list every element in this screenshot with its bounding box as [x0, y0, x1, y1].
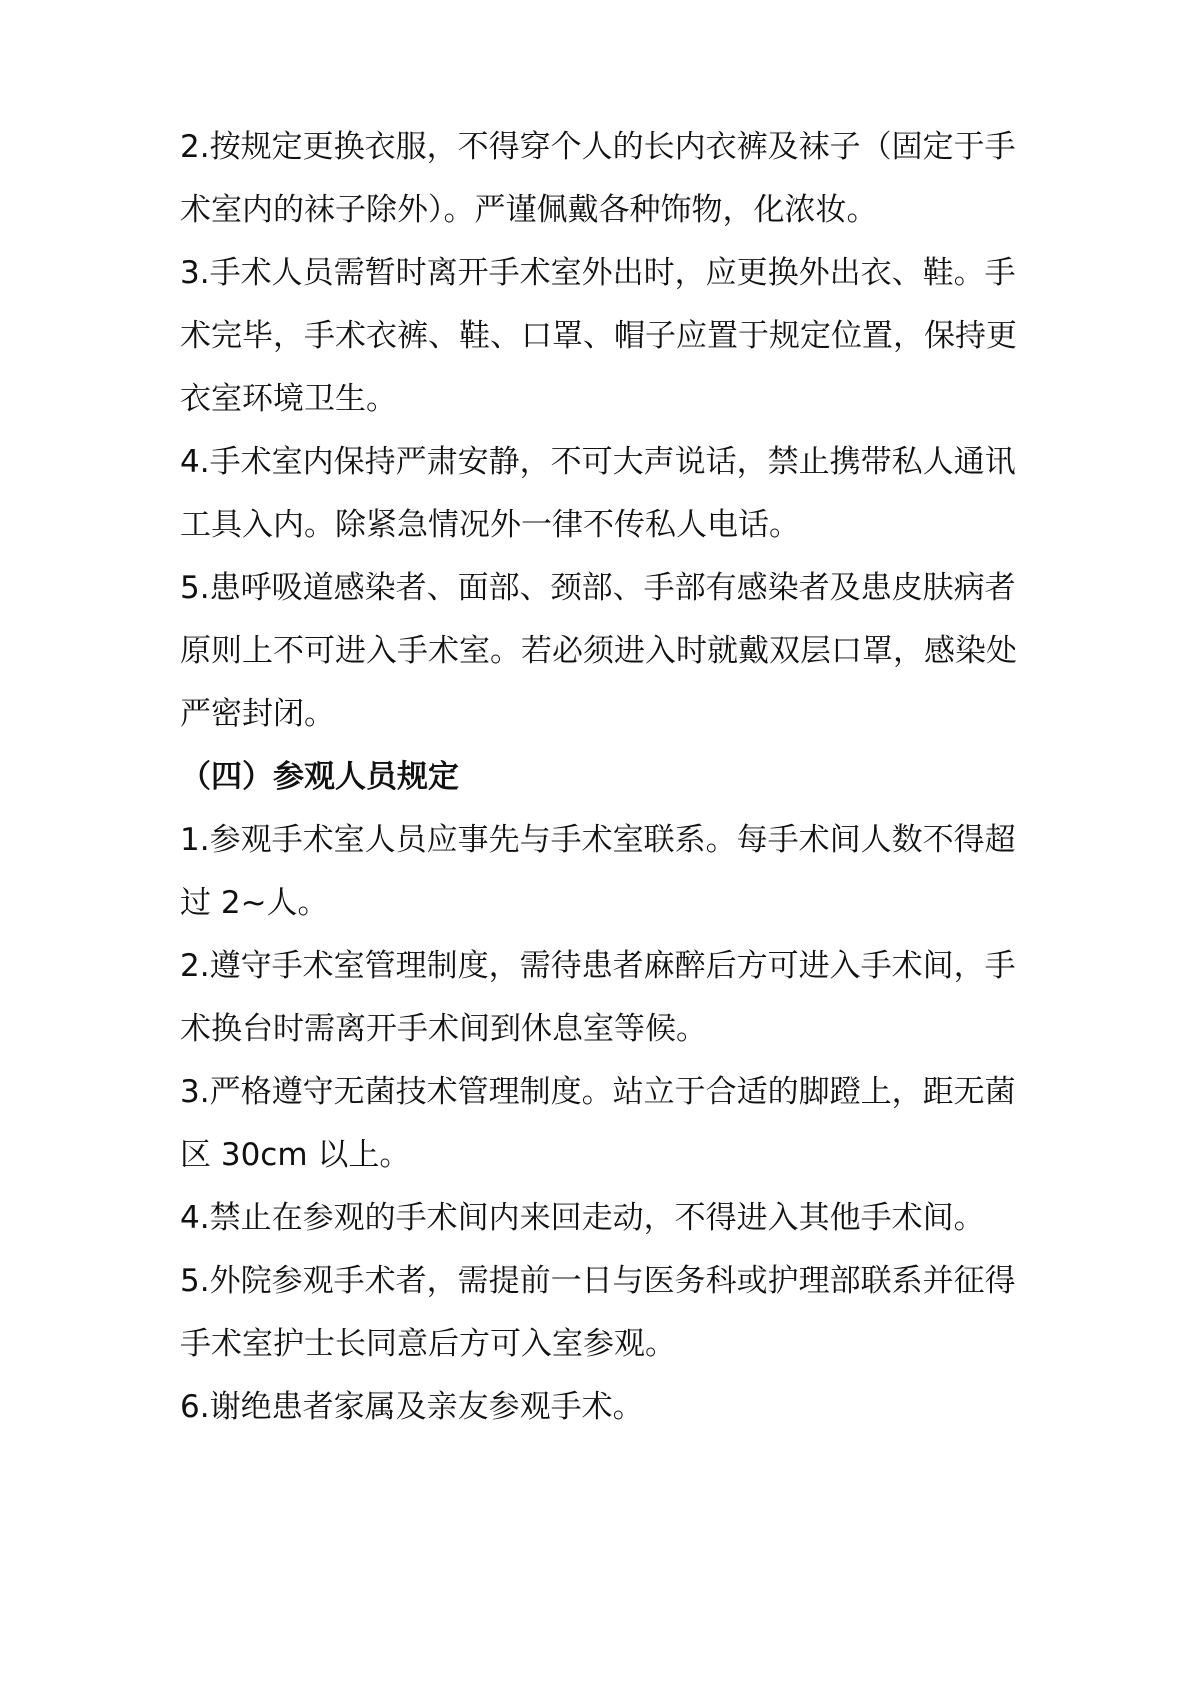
paragraph-leaving-rule: 3.手术人员需暂时离开手术室外出时，应更换外出衣、鞋。手术完毕，手术衣裤、鞋、口罩、帽子应置于规定位置，保持更衣室环境卫生。	[180, 255, 1017, 417]
document-body	[180, 116, 1020, 1439]
paragraph-infection-rule: 5.患呼吸道感染者、面部、颈部、手部有感染者及患皮肤病者原则上不可进入手术室。若必须进入时就戴双层口罩，感染处严密封闭。	[180, 570, 1017, 732]
paragraph-visitor-movement: 4.禁止在参观的手术间内来回走动，不得进入其他手术间。	[180, 1200, 985, 1236]
paragraph-visitor-anesthesia: 2.遵守手术室管理制度，需待患者麻醉后方可进入手术间，手术换台时需离开手术间到休息室等候。	[180, 948, 1016, 1047]
paragraph-visitor-family: 6.谢绝患者家属及亲友参观手术。	[180, 1389, 644, 1425]
paragraph-visitor-contact: 1.参观手术室人员应事先与手术室联系。每手术间人数不得超过 2~人。	[180, 822, 1016, 921]
paragraph-clothing-rule: 2.按规定更换衣服，不得穿个人的长内衣裤及袜子（固定于手术室内的袜子除外）。严谨佩戴各种饰物，化浓妆。	[180, 129, 1016, 228]
paragraph-visitor-external: 5.外院参观手术者，需提前一日与医务科或护理部联系并征得手术室护士长同意后方可入室参观。	[180, 1263, 1016, 1362]
section-heading-visitors: （四）参观人员规定	[180, 759, 459, 795]
paragraph-visitor-sterile: 3.严格遵守无菌技术管理制度。站立于合适的脚蹬上，距无菌区 30cm 以上。	[180, 1074, 1016, 1173]
paragraph-quiet-rule: 4.手术室内保持严肃安静，不可大声说话，禁止携带私人通讯工具入内。除紧急情况外一律不传私人电话。	[180, 444, 1016, 543]
